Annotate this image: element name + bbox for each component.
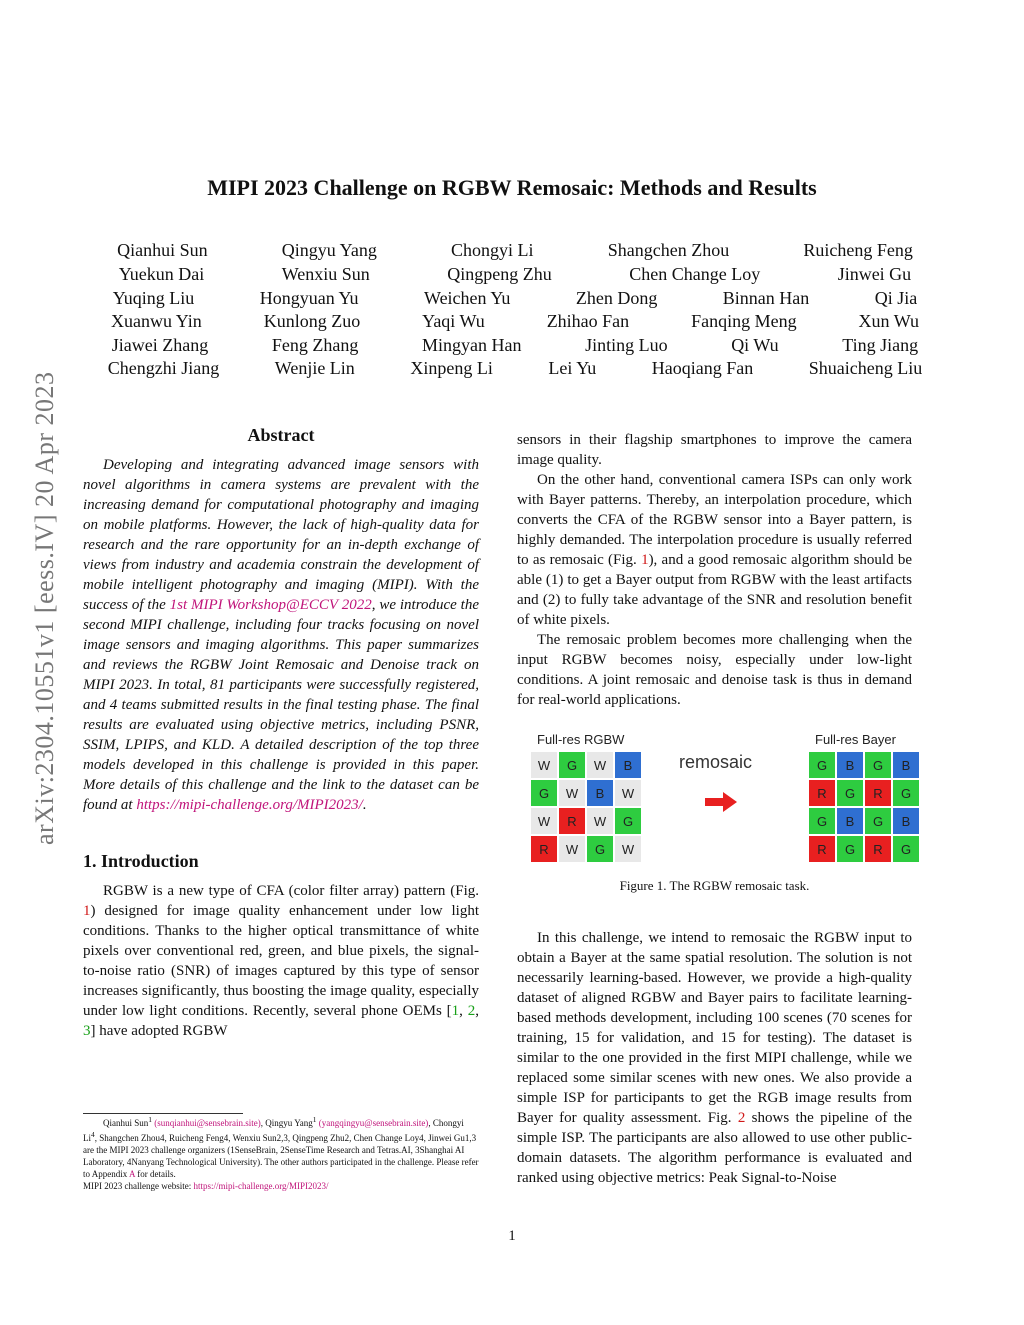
cfa-cell: G (531, 780, 557, 806)
body-paragraph (517, 928, 912, 1188)
figure-ref[interactable]: 2 (737, 1110, 746, 1126)
footnote-text: for details. (135, 1169, 176, 1179)
author-name: Zhihao Fan (546, 311, 630, 331)
abstract-heading: Abstract (247, 425, 315, 445)
cfa-cell: B (837, 808, 863, 834)
author-row (80, 288, 950, 309)
author-name: Qingyu Yang (281, 240, 377, 260)
cfa-cell: W (531, 808, 557, 834)
cfa-cell: G (809, 808, 835, 834)
author-name: Hongyuan Yu (259, 288, 359, 308)
author-row (80, 335, 950, 356)
cfa-cell: G (809, 752, 835, 778)
cfa-cell: G (893, 836, 919, 862)
page-number: 1 (508, 1228, 516, 1244)
author-name: Lei Yu (548, 358, 597, 378)
arrow-right-icon (705, 790, 739, 814)
author-name: Jinting Luo (585, 335, 668, 355)
cfa-cell: W (615, 780, 641, 806)
author-name: Jinwei Gu (837, 264, 912, 284)
author-name: Yuqing Liu (112, 288, 195, 308)
cfa-cell: W (587, 808, 613, 834)
cfa-cell: G (865, 752, 891, 778)
cfa-cell: B (615, 752, 641, 778)
citation-ref[interactable]: 2 (467, 1003, 476, 1019)
cfa-cell: G (615, 808, 641, 834)
appendix-ref[interactable]: A (129, 1169, 136, 1179)
body-text-part: ), and a good remosaic algorithm should be able (1) to get a Bayer output from RGBW with the least artifacts and (2) to fully take advantage of the SNR and resolution benefit of white pixels. (517, 552, 912, 628)
cfa-cell: W (531, 752, 557, 778)
footnote-text: , Shangchen Zhou4, Ruicheng Feng4, Wenxiu Sun2,3, Qingpeng Zhu2, Chen Change Loy4, Jinwei Gu1,3 are the MIPI 2023 challenge organizers (1SenseBrain, 2SenseTime Research and Tetras.AI, 3Shanghai AI Laboratory, 4Nanyang Technological University). The other authors participated in the challenge. Please refer to Appendix (83, 1133, 479, 1179)
author-name: Shuaicheng Liu (808, 358, 923, 378)
body-paragraph (517, 470, 912, 630)
author-name: Wenjie Lin (274, 358, 355, 378)
author-name: Chengzhi Jiang (107, 358, 220, 378)
arxiv-identifier: arXiv:2304.10551v1 [eess.IV] 20 Apr 2023 (30, 371, 59, 845)
footnote-text: , Qingyu Yang (260, 1118, 313, 1128)
footnote (83, 1114, 479, 1192)
arrow-shape (705, 792, 737, 812)
abstract-text-part: . (362, 797, 367, 813)
citation-ref[interactable]: 1 (451, 1003, 460, 1019)
author-name: Xinpeng Li (410, 358, 493, 378)
figure-caption: Figure 1. The RGBW remosaic task. (619, 878, 810, 893)
footnote-sup: 1 (148, 1115, 153, 1124)
intro-text-part: ] have adopted RGBW (90, 1023, 228, 1039)
bayer-label: Full-res Bayer (815, 732, 896, 747)
author-name: Weichen Yu (424, 288, 511, 308)
intro-text-part: ) designed for image quality enhancement under low light conditions. Thanks to the higher optical transmittance of white pixels over conventional red, green, and blue pixels, the signal-to-noise ratio (SNR) of images captured by this type of sensor increases significantly, thus boosting the image quality, especially under low light conditions. Recently, several phone OEMs [ (83, 903, 479, 1019)
footnote-sup: 4 (91, 1130, 95, 1139)
cfa-cell: W (559, 780, 585, 806)
body-text-part: In this challenge, we intend to remosaic the RGBW input to obtain a Bayer at the same spatial resolution. The solution is not necessarily learning-based. However, we provide a high-quality dataset of aligned RGBW and Bayer pairs to facilitate learning-based methods development, including 100 scenes (70 scenes for training, 15 for validation, and 15 for testing). The dataset is similar to the one provided in the first MIPI challenge, while we replaced some similar scenes with new ones. We also provide a simple ISP for participants to get the RGB image results from Bayer for quality assessment. Fig. (517, 930, 912, 1126)
body-text-part: shows the pipeline of the simple ISP. The participants are also allowed to use other public-domain datasets. The algorithm performance is evaluated and ranked using objective metrics: Peak Signal-to-Noise (517, 1110, 912, 1186)
abstract-text-part: , we introduce the second MIPI challenge, including four tracks focusing on novel image sensors and imaging algorithms. This paper summarizes and reviews the RGBW Joint Remosaic and Denoise track on MIPI 2023. In total, 81 participants were successfully registered, and 4 teams submitted results in the final testing phase. The final results are evaluated using objective metrics, including PSNR, SSIM, LPIPS, and KLD. A detailed description of the top three models developed in this challenge is provided in this paper. More details of this challenge and the link to the dataset can be found at (83, 597, 479, 813)
author-name: Binnan Han (722, 288, 810, 308)
cfa-cell: R (865, 780, 891, 806)
figure-ref[interactable]: 1 (641, 552, 649, 568)
author-name: Yaqi Wu (422, 311, 485, 331)
body-paragraph: The remosaic problem becomes more challenging when the input RGBW becomes noisy, especially under low-light conditions. A joint remosaic and denoise task is thus in demand for real-world applications. (517, 632, 912, 708)
author-name: Shangchen Zhou (607, 240, 730, 260)
introduction-heading: 1. Introduction (83, 851, 199, 871)
cfa-cell: R (559, 808, 585, 834)
email-link[interactable]: (sunqianhui@sensebrain.site) (154, 1118, 261, 1128)
cfa-cell: B (893, 808, 919, 834)
dataset-link[interactable]: https://mipi-challenge.org/MIPI2023/ (136, 797, 363, 813)
author-name: Chen Change Loy (629, 264, 761, 284)
cfa-cell: B (837, 752, 863, 778)
footnote-text: MIPI 2023 challenge website: (83, 1181, 194, 1191)
body-paragraph: sensors in their flagship smartphones to improve the camera image quality. (517, 432, 912, 468)
author-name: Ruicheng Feng (803, 240, 913, 260)
author-name: Fanqing Meng (691, 311, 797, 331)
remosaic-label: remosaic (679, 752, 753, 772)
cfa-cell: R (531, 836, 557, 862)
author-row (80, 311, 950, 332)
intro-text-part: RGBW is a new type of CFA (color filter array) pattern (Fig. (103, 883, 479, 899)
cfa-cell: G (587, 836, 613, 862)
abstract-text (83, 455, 479, 815)
author-name: Qingpeng Zhu (447, 264, 552, 284)
email-link[interactable]: (yangqingyu@sensebrain.site) (318, 1118, 429, 1128)
cfa-cell: W (615, 836, 641, 862)
author-name: Qianhui Sun (117, 240, 208, 260)
author-name: Xuanwu Yin (110, 311, 202, 331)
author-row (80, 358, 950, 379)
body-text-part: On the other hand, conventional camera ISPs can only work with Bayer patterns. Thereby, an interpolation procedure, which converts the CFA of the RGBW sensor into a Bayer pattern, is highly demanded. The interpolation procedure is usually referred to as remosaic (Fig. (517, 472, 912, 568)
citation-separator: , (459, 1003, 468, 1019)
footnote-text: , Chongyi Li (83, 1118, 464, 1143)
cfa-cell: G (837, 780, 863, 806)
footnote-sup: 1 (312, 1115, 317, 1124)
rgbw-label: Full-res RGBW (537, 732, 625, 747)
rgbw-grid (531, 752, 641, 862)
author-name: Ting Jiang (842, 335, 919, 355)
author-name: Haoqiang Fan (651, 358, 754, 378)
cfa-cell: G (865, 808, 891, 834)
figure-1 (517, 730, 917, 870)
citation-ref[interactable]: 3 (83, 1023, 91, 1039)
author-name: Kunlong Zuo (263, 311, 361, 331)
paper-title: MIPI 2023 Challenge on RGBW Remosaic: Methods and Results (207, 175, 817, 200)
cfa-cell: W (587, 752, 613, 778)
author-name: Feng Zhang (271, 335, 359, 355)
author-name: Chongyi Li (451, 240, 534, 260)
author-name: Qi Jia (874, 288, 918, 308)
workshop-link[interactable]: 1st MIPI Workshop@ECCV 2022 (169, 597, 372, 613)
cfa-cell: W (559, 836, 585, 862)
author-row (80, 264, 950, 285)
author-name: Qi Wu (731, 335, 779, 355)
footnote-text: Qianhui Sun (103, 1118, 149, 1128)
author-name: Zhen Dong (575, 288, 658, 308)
intro-paragraph (83, 881, 479, 1041)
author-row (80, 240, 950, 261)
cfa-cell: B (587, 780, 613, 806)
author-name: Jiawei Zhang (111, 335, 209, 355)
abstract-text-part: Developing and integrating advanced image sensors with novel algorithms in camera systems are prevalent with the increasing demand for computational photography and imaging on mobile platforms. However, the lack of high-quality data for research and the rare opportunity for an in-depth exchange of views from industry and academia constrain the development of mobile intelligent photography and imaging (MIPI). With the success of the (83, 457, 479, 613)
cfa-cell: B (893, 752, 919, 778)
cfa-cell: G (559, 752, 585, 778)
citation-separator: , (475, 1003, 479, 1019)
author-name: Yuekun Dai (118, 264, 205, 284)
author-name: Mingyan Han (421, 335, 522, 355)
cfa-cell: G (837, 836, 863, 862)
left-column (83, 425, 479, 1041)
figure-ref[interactable]: 1 (83, 903, 91, 919)
cfa-cell: R (809, 780, 835, 806)
author-name: Wenxiu Sun (281, 264, 370, 284)
website-link[interactable]: https://mipi-challenge.org/MIPI2023/ (193, 1181, 329, 1191)
cfa-cell: R (865, 836, 891, 862)
cfa-cell: G (893, 780, 919, 806)
author-name: Xun Wu (858, 311, 919, 331)
bayer-grid (809, 752, 919, 862)
cfa-cell: R (809, 836, 835, 862)
